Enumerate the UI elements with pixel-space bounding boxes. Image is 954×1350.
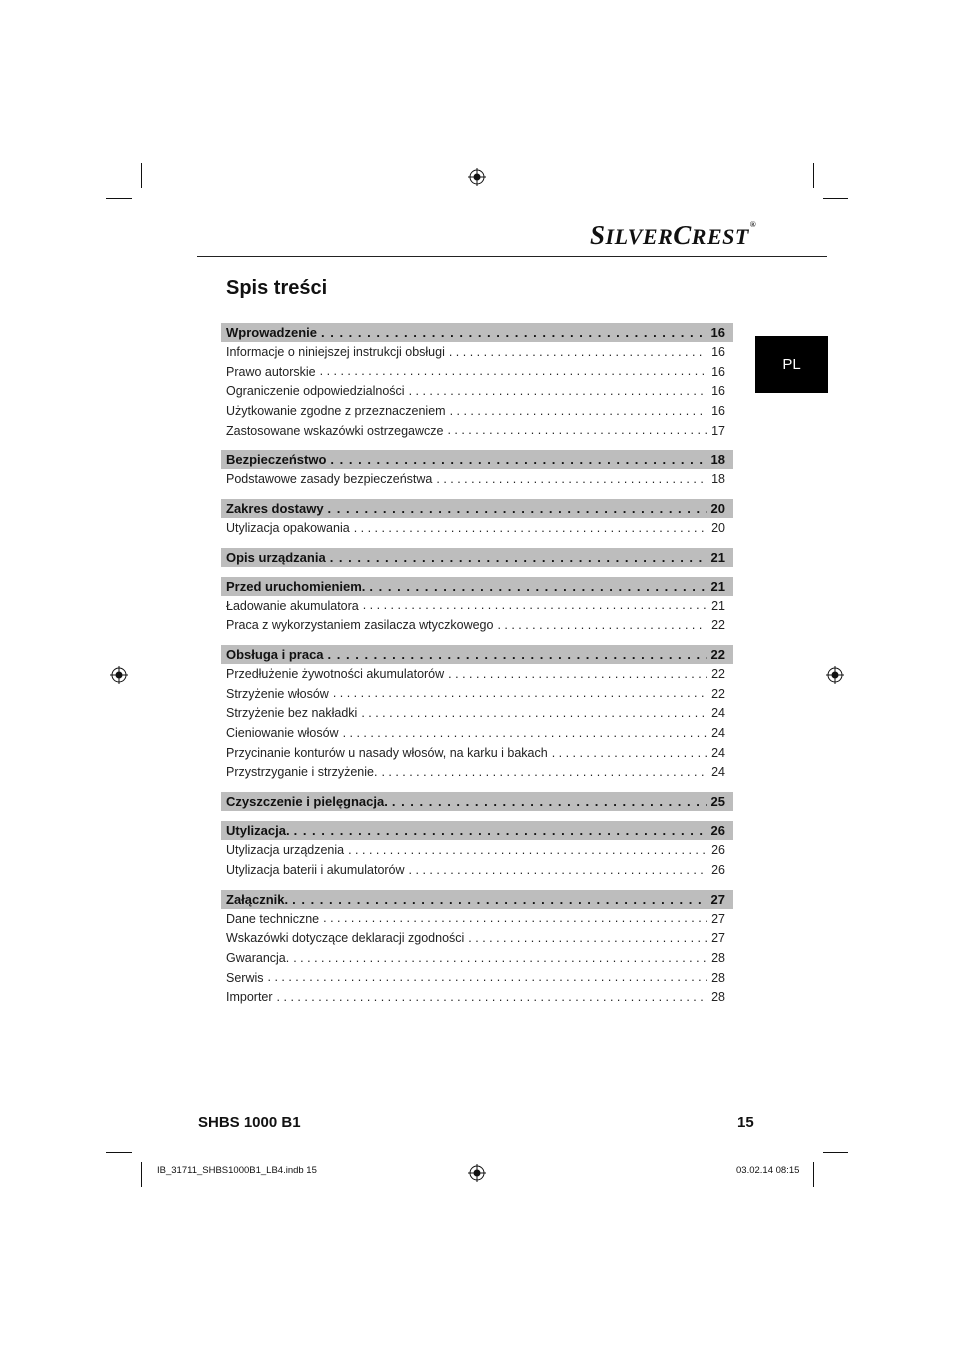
toc-section-title: Wprowadzenie	[226, 325, 318, 340]
toc-entry-title: Ładowanie akumulatora	[226, 598, 359, 613]
toc-entry[interactable]	[221, 840, 733, 860]
toc-leader	[268, 971, 707, 984]
registration-mark-icon	[110, 666, 128, 684]
toc-entry-title: Serwis	[226, 970, 264, 985]
toc-entry-title: Ograniczenie odpowiedzialności	[226, 384, 405, 399]
toc-gap	[221, 880, 733, 890]
toc-entry-page: 16	[711, 403, 725, 418]
toc-gap	[221, 489, 733, 499]
toc-leader	[468, 932, 707, 945]
toc-entry-title: Utylizacja baterii i akumulatorów	[226, 862, 405, 877]
toc-leader	[277, 991, 707, 1004]
toc-entry-page: 22	[711, 618, 725, 633]
toc-leader	[409, 864, 707, 877]
toc-entry-page: 18	[711, 472, 725, 487]
toc-entry[interactable]	[221, 860, 733, 880]
toc-section-page: 21	[710, 578, 725, 594]
toc-entry[interactable]	[221, 928, 733, 948]
toc-entry-title: Przycinanie konturów u nasady włosów, na karku i bakach	[226, 745, 548, 760]
crop-mark	[106, 1152, 132, 1153]
toc-leader	[328, 502, 707, 515]
toc-section[interactable]	[221, 323, 733, 342]
registration-mark-icon	[826, 666, 844, 684]
toc-leader	[323, 912, 707, 925]
toc-section-title: Przed uruchomieniem.	[226, 578, 366, 594]
registration-mark-icon	[468, 168, 486, 186]
toc-leader	[361, 707, 707, 720]
toc-entry-title: Praca z wykorzystaniem zasilacza wtyczkowego	[226, 618, 494, 633]
toc-entry-title: Użytkowanie zgodne z przeznaczeniem	[226, 403, 446, 418]
toc-entry-title: Cieniowanie włosów	[226, 726, 339, 741]
toc-section-title: Opis urządzania	[226, 549, 326, 565]
toc-leader	[320, 365, 707, 378]
toc-leader	[449, 346, 707, 359]
toc-section-page: 16	[710, 325, 725, 340]
toc-entry-title: Utylizacja opakowania	[226, 520, 350, 535]
toc-entry-title: Informacje o niniejszej instrukcji obsługi	[226, 344, 445, 359]
toc-entry[interactable]	[221, 362, 733, 382]
toc-gap	[221, 538, 733, 548]
page-title: Spis treści	[226, 277, 328, 299]
toc-entry[interactable]	[221, 518, 733, 538]
toc-section-title: Bezpieczeństwo	[226, 452, 327, 468]
toc-entry-page: 24	[711, 745, 725, 760]
toc-leader	[354, 522, 707, 535]
toc-gap	[221, 782, 733, 792]
toc-leader	[450, 405, 707, 418]
toc-entry-title: Gwarancja.	[226, 950, 290, 965]
toc-gap	[221, 567, 733, 577]
toc-entry[interactable]	[221, 968, 733, 988]
toc-leader	[328, 648, 707, 661]
page-number: 15	[737, 1114, 754, 1131]
toc-leader	[363, 599, 707, 612]
toc-section-page: 20	[710, 501, 725, 517]
toc-entry[interactable]	[221, 909, 733, 929]
header-rule	[197, 256, 827, 257]
toc-entry-title: Przedłużenie żywotności akumulatorów	[226, 667, 445, 682]
toc-leader	[369, 580, 706, 593]
toc-entry-title: Zastosowane wskazówki ostrzegawcze	[226, 423, 444, 438]
brand-logo: SILVERCREST®	[590, 220, 757, 250]
toc-section[interactable]	[221, 499, 733, 518]
toc-section-title: Zakres dostawy	[226, 501, 324, 517]
toc-entry-title: Przystrzyganie i strzyżenie.	[226, 765, 378, 780]
toc-entry-page: 24	[711, 765, 725, 780]
toc-section-title: Obsługa i praca	[226, 647, 324, 663]
toc-entry-title: Strzyżenie włosów	[226, 686, 329, 701]
toc-gap	[221, 440, 733, 450]
toc-leader	[409, 385, 707, 398]
toc-entry-page: 27	[711, 911, 725, 926]
toc-entry-page: 27	[711, 931, 725, 946]
toc-entry-page: 16	[711, 384, 725, 399]
toc-section-title: Załącznik.	[226, 891, 289, 907]
toc-entry-page: 28	[711, 970, 725, 985]
toc-gap	[221, 811, 733, 821]
toc-entry-page: 22	[711, 667, 725, 682]
toc-leader	[436, 473, 707, 486]
toc-section[interactable]	[221, 792, 733, 811]
toc-entry-page: 26	[711, 843, 725, 858]
toc-leader	[343, 727, 707, 740]
crop-mark	[813, 1162, 814, 1187]
toc-entry[interactable]	[221, 421, 733, 441]
toc-leader	[448, 668, 707, 681]
toc-entry-page: 17	[711, 423, 725, 438]
toc-section[interactable]	[221, 450, 733, 469]
toc-leader	[330, 453, 706, 466]
toc-leader	[392, 795, 707, 808]
registration-mark-icon	[468, 1164, 486, 1182]
toc-entry-page: 28	[711, 990, 725, 1005]
toc-leader	[294, 824, 707, 837]
toc-entry-title: Prawo autorskie	[226, 364, 316, 379]
toc-entry[interactable]	[221, 723, 733, 743]
language-tab: PL	[755, 336, 828, 393]
toc-section-page: 21	[710, 549, 725, 565]
crop-mark	[823, 1152, 848, 1153]
toc-entry-page: 20	[711, 520, 725, 535]
toc-entry[interactable]	[221, 342, 733, 362]
toc-entry[interactable]	[221, 664, 733, 684]
toc-entry-page: 16	[711, 364, 725, 379]
toc-section[interactable]	[221, 890, 733, 909]
toc-section[interactable]	[221, 577, 733, 596]
toc-entry-page: 21	[711, 598, 725, 613]
toc-gap	[221, 635, 733, 645]
toc-entry[interactable]	[221, 381, 733, 401]
toc-entry-title: Importer	[226, 990, 273, 1005]
toc-entry[interactable]	[221, 401, 733, 421]
toc-section[interactable]	[221, 645, 733, 664]
toc-entry[interactable]	[221, 469, 733, 489]
crop-mark	[106, 198, 132, 199]
toc-leader	[333, 687, 707, 700]
toc-entry[interactable]	[221, 616, 733, 636]
toc-leader	[293, 952, 707, 965]
table-of-contents	[221, 323, 733, 1007]
print-slug-date: 03.02.14 08:15	[736, 1165, 800, 1176]
toc-entry-page: 24	[711, 726, 725, 741]
toc-entry-page: 24	[711, 706, 725, 721]
toc-leader	[497, 619, 707, 632]
toc-entry-page: 26	[711, 862, 725, 877]
toc-leader	[330, 551, 707, 564]
toc-section[interactable]	[221, 548, 733, 567]
toc-entry-page: 22	[711, 686, 725, 701]
toc-entry-title: Strzyżenie bez nakładki	[226, 706, 358, 721]
crop-mark	[823, 198, 848, 199]
toc-entry[interactable]	[221, 743, 733, 763]
toc-section-title: Czyszczenie i pielęgnacja.	[226, 794, 388, 810]
toc-section-page: 26	[710, 823, 725, 839]
toc-leader	[292, 893, 706, 906]
toc-entry-page: 28	[711, 950, 725, 965]
toc-section-page: 25	[710, 794, 725, 810]
toc-leader	[348, 844, 707, 857]
toc-entry-title: Utylizacja urządzenia	[226, 843, 345, 858]
toc-section[interactable]	[221, 821, 733, 840]
print-slug-file: IB_31711_SHBS1000B1_LB4.indb 15	[157, 1165, 317, 1176]
toc-entry-page: 16	[711, 344, 725, 359]
toc-section-page: 18	[710, 452, 725, 468]
crop-mark	[813, 163, 814, 188]
crop-mark	[141, 163, 142, 188]
model-name: SHBS 1000 B1	[198, 1114, 301, 1131]
toc-entry[interactable]	[221, 684, 733, 704]
toc-leader	[321, 326, 707, 339]
toc-section-page: 27	[710, 891, 725, 907]
crop-mark	[141, 1162, 142, 1187]
toc-leader	[447, 424, 707, 437]
toc-entry[interactable]	[221, 763, 733, 783]
toc-section-page: 22	[710, 647, 725, 663]
toc-leader	[381, 766, 707, 779]
toc-entry-title: Wskazówki dotyczące deklaracji zgodności	[226, 931, 465, 946]
toc-entry[interactable]	[221, 704, 733, 724]
toc-entry-title: Podstawowe zasady bezpieczeństwa	[226, 472, 433, 487]
toc-entry[interactable]	[221, 596, 733, 616]
toc-entry[interactable]	[221, 987, 733, 1007]
toc-section-title: Utylizacja.	[226, 823, 290, 839]
toc-leader	[552, 747, 707, 760]
toc-entry-title: Dane techniczne	[226, 911, 320, 926]
toc-entry[interactable]	[221, 948, 733, 968]
